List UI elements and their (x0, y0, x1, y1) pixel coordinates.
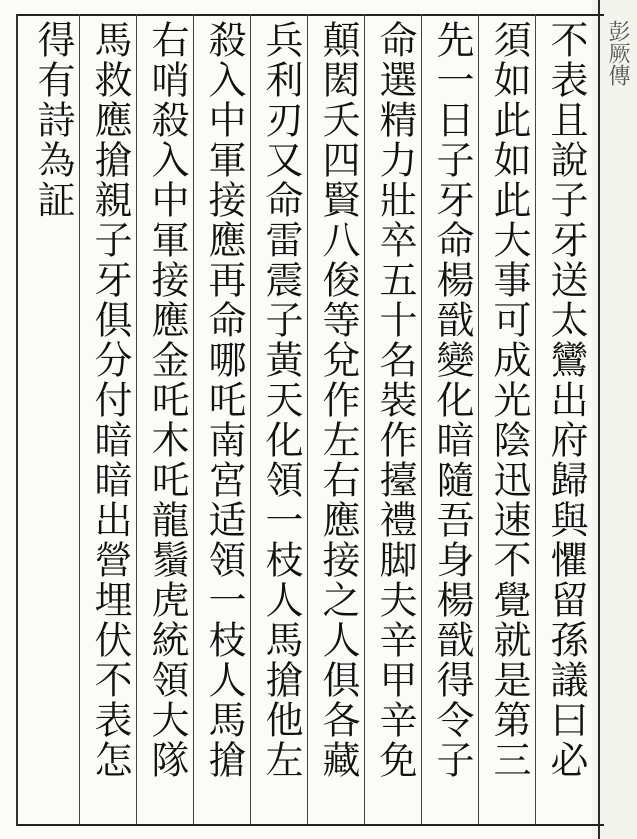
column-rule (136, 14, 137, 824)
column-rule (307, 14, 308, 824)
text-column-1: 不表且說子牙送太鸞出府歸與懼留孫議曰必 (544, 20, 588, 780)
text-column-3: 先一日子牙命楊戩變化暗隨吾身楊戩得令子 (430, 20, 474, 780)
text-column-9: 馬救應搶親子牙俱分付暗暗出營埋伏不表怎 (88, 20, 132, 780)
column-rule (535, 14, 536, 824)
column-rule (478, 14, 479, 824)
text-column-2: 須如此如此大事可成光陰迅速不覺就是第三 (487, 20, 531, 780)
text-column-7: 殺入中軍接應再命哪吒南宮适領一枝人馬搶 (202, 20, 246, 780)
column-rule (250, 14, 251, 824)
column-rule (364, 14, 365, 824)
text-column-5: 顛閎夭四賢八俊等兌作左右應接之人俱各藏 (316, 20, 360, 780)
text-column-6: 兵利刃又命雷震子黃天化領一枝人馬搶他左 (259, 20, 303, 780)
column-rule (193, 14, 194, 824)
text-column-8: 右哨殺入中軍接應金吒木吒龍鬚虎統領大隊 (145, 20, 189, 780)
edge-text: 彭厥傳 (605, 20, 630, 86)
column-rule (421, 14, 422, 824)
text-column-4: 命選精力壯卒五十名裝作擡禮脚夫辛甲辛免 (373, 20, 417, 780)
text-column-10: 得有詩為証 (31, 20, 75, 220)
column-rule (79, 14, 80, 824)
